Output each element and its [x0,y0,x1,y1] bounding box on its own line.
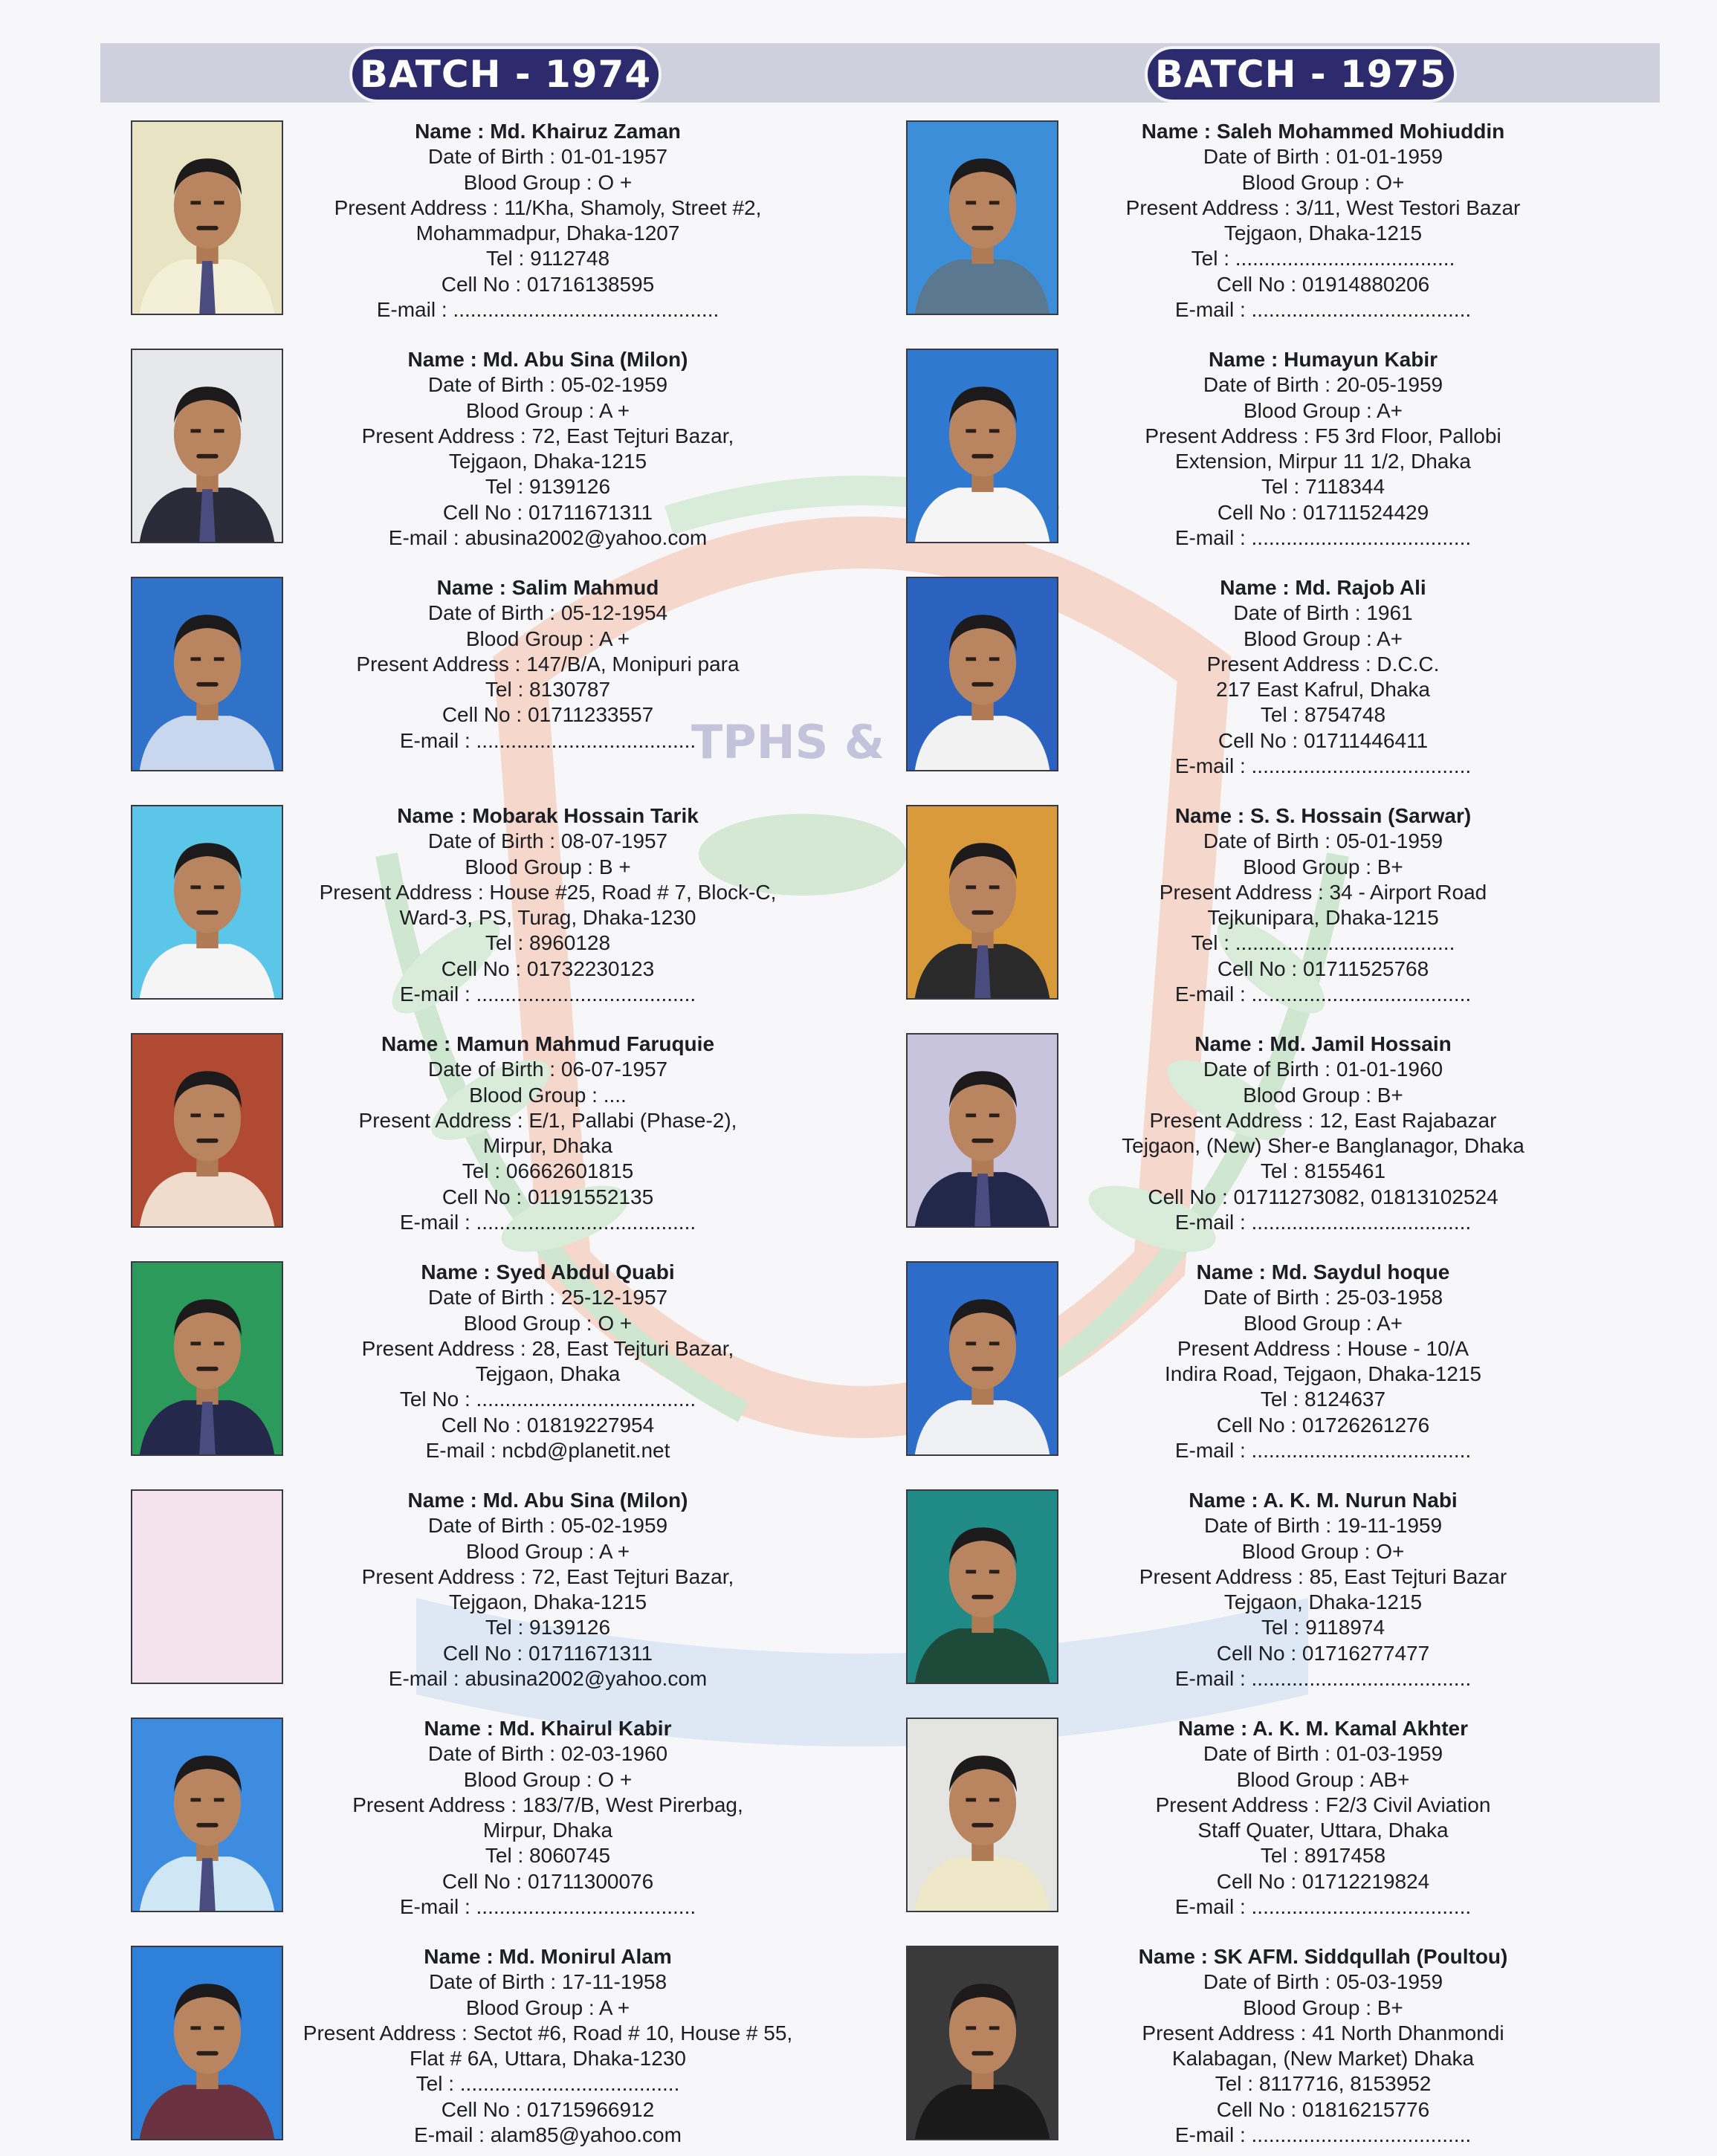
member-entry [903,1488,1646,1689]
member-info [1063,1488,1583,1692]
member-email: E-mail : ...................................... [1174,982,1472,1006]
portrait-image [132,578,282,770]
member-dob: Date of Birth : 19-11-1959 [1203,1514,1443,1538]
member-cell: Cell No : 01711233557 [442,703,654,727]
member-info [288,803,808,1007]
member-address-line-2: Mirpur, Dhaka [482,1134,613,1158]
member-dob: Date of Birth : 05-02-1959 [427,1514,668,1538]
portrait-image [908,1035,1057,1226]
member-info [288,347,808,551]
member-email: E-mail : ...................................... [1174,1667,1472,1691]
member-entry [903,1944,1646,2145]
member-photo [906,805,1058,1000]
member-entry [903,119,1646,320]
member-tel: Tel : ...................................... [1191,247,1455,271]
member-info [1063,347,1583,551]
member-email: E-mail : ...................................... [1174,1439,1472,1463]
portrait-image [908,1263,1057,1454]
member-cell: Cell No : 01914880206 [1216,272,1430,296]
member-info [1063,1944,1583,2148]
member-blood-group: Blood Group : A+ [1243,627,1403,650]
member-entry [903,1032,1646,1232]
member-cell: Cell No : 01732230123 [441,956,655,980]
member-email: E-mail : ...................................... [399,1895,696,1919]
member-info [288,1260,808,1463]
member-info [1063,1032,1583,1235]
member-dob: Date of Birth : 01-01-1960 [1203,1058,1443,1081]
member-blood-group: Blood Group : A + [465,1995,630,2019]
member-dob: Date of Birth : 01-01-1959 [1203,145,1443,169]
member-photo [906,577,1058,771]
member-name: Name : Saleh Mohammed Mohiuddin [1141,120,1505,143]
member-cell: Cell No : 01711671311 [442,1641,653,1665]
member-tel: Tel : 9139126 [485,1616,611,1639]
member-address-line-1: Present Address : 28, East Tejturi Bazar, [361,1336,734,1360]
member-tel: Tel : 9112748 [485,247,610,271]
member-address-line-2: Extension, Mirpur 11 1/2, Dhaka [1175,450,1471,473]
member-info [288,1716,808,1920]
member-photo [131,120,283,315]
member-email: E-mail : ...................................... [399,728,696,752]
member-tel: Tel : 8124637 [1260,1388,1386,1411]
member-photo [906,1033,1058,1228]
member-info [288,119,808,323]
member-entry [903,803,1646,1004]
member-tel: Tel : 8960128 [485,931,611,955]
member-blood-group: Blood Group : B+ [1243,1995,1403,2019]
member-info [1063,119,1583,323]
member-address-line-2: Mohammadpur, Dhaka-1207 [415,221,680,245]
member-info [288,1944,808,2148]
member-address-line-1: Present Address : 34 - Airport Road [1159,880,1487,904]
member-dob: Date of Birth : 05-02-1959 [427,373,668,397]
member-tel: Tel : ...................................... [415,2072,680,2096]
member-blood-group: Blood Group : O + [463,1311,633,1335]
member-address-line-1: Present Address : 183/7/B, West Pirerbag, [352,1793,743,1816]
member-tel: Tel : 8117716, 8153952 [1215,2072,1432,2096]
portrait-image [908,1719,1057,1911]
member-address-line-2: Ward-3, PS, Turag, Dhaka-1230 [399,906,696,930]
member-dob: Date of Birth : 25-12-1957 [427,1286,668,1310]
member-blood-group: Blood Group : A + [465,1539,630,1563]
member-name: Name : A. K. M. Kamal Akhter [1177,1717,1469,1740]
member-photo [131,1489,283,1684]
member-cell: Cell No : 01191552135 [442,1185,654,1208]
member-entry [128,1944,871,2145]
member-dob: Date of Birth : 20-05-1959 [1203,373,1443,397]
member-name: Name : Md. Abu Sina (Milon) [407,348,688,371]
member-name: Name : Md. Rajob Ali [1220,576,1426,599]
batch-1975-title: BATCH - 1975 [1145,46,1457,103]
member-email: E-mail : ncbd@planetit.net [425,1439,670,1463]
member-cell: Cell No : 01711446411 [1218,728,1429,752]
member-name: Name : Mobarak Hossain Tarik [397,804,699,827]
member-dob: Date of Birth : 02-03-1960 [427,1742,668,1766]
member-info [1063,803,1583,1007]
portrait-image [132,1263,282,1454]
member-info [1063,1260,1583,1463]
member-photo [906,349,1058,543]
member-name: Name : Md. Khairul Kabir [424,1717,672,1740]
member-address-line-1: Present Address : 3/11, West Testori Bazar [1125,195,1521,219]
member-address-line-1: Present Address : 147/B/A, Monipuri para [356,652,740,676]
member-entry [903,1716,1646,1917]
member-blood-group: Blood Group : AB+ [1236,1767,1410,1791]
member-entry [128,1260,871,1463]
member-blood-group: Blood Group : B + [465,855,631,878]
member-tel: Tel : 8155461 [1260,1159,1386,1183]
member-dob: Date of Birth : 05-01-1959 [1203,829,1443,853]
member-cell: Cell No : 01716277477 [1216,1641,1430,1665]
member-entry [128,1716,871,1917]
member-photo [131,577,283,771]
member-dob: Date of Birth : 25-03-1958 [1203,1286,1443,1310]
member-entry [128,1032,871,1232]
member-blood-group: Blood Group : O+ [1241,170,1405,194]
portrait-image [908,806,1057,998]
member-address-line-1: Present Address : 41 North Dhanmondi [1142,2021,1504,2045]
member-address-line-1: Present Address : 72, East Tejturi Bazar, [361,424,734,447]
portrait-image [132,806,282,998]
member-dob: Date of Birth : 05-12-1954 [427,601,668,625]
batch-1974-title: BATCH - 1974 [349,46,662,103]
member-address-line-2: Mirpur, Dhaka [482,1819,613,1842]
member-photo [131,1718,283,1912]
member-name: Name : Salim Mahmud [436,576,659,599]
member-cell: Cell No : 01711525768 [1217,956,1429,980]
member-tel: Tel : 06662601815 [462,1159,634,1183]
member-address-line-2: Kalabagan, (New Market) Dhaka [1171,2047,1475,2071]
member-name: Name : SK AFM. Siddqullah (Poultou) [1138,1945,1508,1968]
portrait-image [132,1491,282,1683]
member-address-line-2: Tejkunipara, Dhaka-1215 [1207,906,1439,930]
member-tel: Tel : 8060745 [485,1844,611,1868]
member-tel: Tel : 8917458 [1260,1844,1386,1868]
member-entry [903,575,1646,776]
member-address-line-1: Present Address : House #25, Road # 7, Block-C, [319,880,777,904]
member-photo [131,1946,283,2140]
member-entry [128,803,871,1004]
member-address-line-1: Present Address : Sectot #6, Road # 10, House # 55, [303,2021,793,2045]
member-tel: Tel : 9139126 [485,475,611,499]
member-email: E-mail : ...................................... [1174,1211,1472,1234]
member-address-line-1: Present Address : E/1, Pallabi (Phase-2), [358,1108,737,1132]
member-cell: Cell No : 01711524429 [1217,500,1429,524]
member-email: E-mail : ...................................... [1174,298,1472,322]
member-cell: Cell No : 01711273082, 01813102524 [1148,1185,1498,1208]
member-name: Name : S. S. Hossain (Sarwar) [1174,804,1472,827]
member-cell: Cell No : 01816215776 [1216,2097,1430,2121]
member-address-line-1: Present Address : House - 10/A [1177,1336,1469,1360]
member-cell: Cell No : 01711300076 [442,1869,654,1893]
member-email: E-mail : ...................................... [1174,2123,1472,2147]
member-dob: Date of Birth : 01-01-1957 [427,145,668,169]
member-info [1063,575,1583,779]
member-blood-group: Blood Group : A + [465,398,630,422]
member-info [288,1032,808,1235]
member-photo [906,1489,1058,1684]
portrait-image [132,1035,282,1226]
member-entry [128,575,871,776]
member-address-line-2: 217 East Kafrul, Dhaka [1216,678,1430,702]
member-blood-group: Blood Group : O + [463,170,633,194]
member-name: Name : Syed Abdul Quabi [421,1260,675,1283]
member-address-line-2: Staff Quater, Uttara, Dhaka [1197,1819,1449,1842]
member-name: Name : Humayun Kabir [1208,348,1438,371]
member-name: Name : Md. Khairuz Zaman [415,120,681,143]
member-cell: Cell No : 01819227954 [441,1413,655,1437]
portrait-image [908,122,1057,314]
member-email: E-mail : abusina2002@yahoo.com [388,1667,708,1691]
member-email: E-mail : ...................................... [1174,1895,1472,1919]
member-email: E-mail : alam85@yahoo.com [414,2123,682,2147]
member-blood-group: Blood Group : B+ [1243,855,1403,878]
member-photo [131,1261,283,1456]
member-dob: Date of Birth : 1961 [1233,601,1413,625]
member-email: E-mail : ...................................... [399,1211,696,1234]
member-dob: Date of Birth : 08-07-1957 [427,829,668,853]
member-entry [128,1488,871,1689]
member-blood-group: Blood Group : A + [465,627,630,650]
member-dob: Date of Birth : 17-11-1958 [428,1970,667,1994]
member-email: E-mail : ...................................... [399,982,696,1006]
member-email: E-mail : .............................................. [376,298,720,322]
member-address-line-2: Indira Road, Tejgaon, Dhaka-1215 [1164,1362,1481,1386]
member-cell: Cell No : 01712219824 [1216,1869,1430,1893]
member-name: Name : Md. Monirul Alam [424,1945,672,1968]
member-blood-group: Blood Group : .... [469,1083,627,1107]
member-cell: Cell No : 01711671311 [442,500,653,524]
portrait-image [908,350,1057,542]
member-address-line-2: Tejgaon, Dhaka [475,1362,621,1386]
portrait-image [908,578,1057,770]
member-dob: Date of Birth : 01-03-1959 [1203,1742,1443,1766]
member-entry [128,347,871,548]
member-address-line-2: Flat # 6A, Uttara, Dhaka-1230 [410,2047,686,2071]
member-name: Name : Mamun Mahmud Faruquie [381,1032,715,1055]
member-tel: Tel : 8130787 [485,678,611,702]
member-address-line-1: Present Address : 11/Kha, Shamoly, Street #2, [334,195,762,219]
member-tel: Tel : 8754748 [1260,703,1386,727]
member-address-line-2: Tejgaon, Dhaka-1215 [448,1590,647,1614]
member-cell: Cell No : 01715966912 [441,2097,655,2121]
portrait-image [132,1947,282,2139]
member-address-line-1: Present Address : 85, East Tejturi Bazar [1139,1564,1507,1588]
member-address-line-2: Tejgaon, Dhaka-1215 [1223,221,1423,245]
member-photo [131,805,283,1000]
member-email: E-mail : ...................................... [1174,526,1472,550]
member-dob: Date of Birth : 05-03-1959 [1203,1970,1443,1994]
member-blood-group: Blood Group : O + [463,1767,633,1791]
member-name: Name : Md. Saydul hoque [1196,1260,1450,1283]
portrait-image [908,1947,1057,2139]
member-address-line-2: Tejgaon, (New) Sher-e Banglanagor, Dhaka [1122,1134,1524,1158]
member-photo [131,1033,283,1228]
member-address-line-1: Present Address : 12, East Rajabazar [1149,1108,1497,1132]
member-info [288,1488,808,1692]
watermark-text: TPHS & [691,715,885,769]
member-photo [906,120,1058,315]
member-name: Name : Md. Jamil Hossain [1194,1032,1452,1055]
member-cell: Cell No : 01726261276 [1216,1413,1430,1437]
member-blood-group: Blood Group : B+ [1243,1083,1403,1107]
member-tel: Tel : 9118974 [1261,1616,1385,1639]
member-photo [906,1718,1058,1912]
member-photo [906,1261,1058,1456]
portrait-image [132,1719,282,1911]
member-email: E-mail : abusina2002@yahoo.com [388,526,708,550]
member-entry [903,1260,1646,1463]
member-info [288,575,808,754]
member-photo [906,1946,1058,2140]
member-tel: Tel No : ...................................... [399,1388,696,1411]
member-cell: Cell No : 01716138595 [441,272,655,296]
member-address-line-1: Present Address : F2/3 Civil Aviation [1155,1793,1491,1816]
member-address-line-1: Present Address : F5 3rd Floor, Pallobi [1145,424,1501,447]
member-blood-group: Blood Group : A+ [1243,1311,1403,1335]
member-entry [128,119,871,320]
member-tel: Tel : ...................................... [1191,931,1455,955]
member-entry [903,347,1646,548]
portrait-image [908,1491,1057,1683]
member-name: Name : A. K. M. Nurun Nabi [1189,1489,1458,1512]
member-blood-group: Blood Group : A+ [1243,398,1403,422]
member-email: E-mail : ...................................... [1174,754,1472,778]
member-address-line-2: Tejgaon, Dhaka-1215 [1223,1590,1423,1614]
portrait-image [132,350,282,542]
member-dob: Date of Birth : 06-07-1957 [427,1058,668,1081]
member-name: Name : Md. Abu Sina (Milon) [407,1489,688,1512]
member-photo [131,349,283,543]
member-blood-group: Blood Group : O+ [1241,1539,1405,1563]
member-address-line-1: Present Address : D.C.C. [1206,652,1440,676]
member-address-line-2: Tejgaon, Dhaka-1215 [448,450,647,473]
member-tel: Tel : 7118344 [1261,475,1385,499]
member-address-line-1: Present Address : 72, East Tejturi Bazar, [361,1564,734,1588]
member-info [1063,1716,1583,1920]
portrait-image [132,122,282,314]
